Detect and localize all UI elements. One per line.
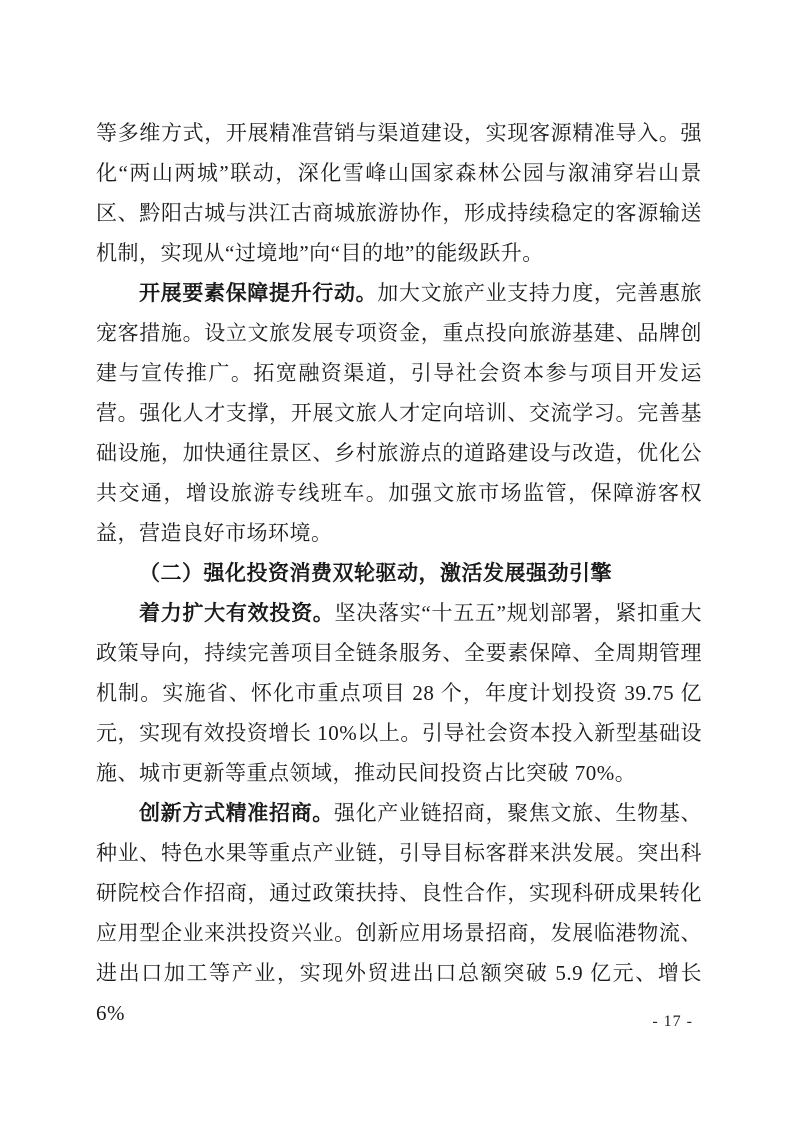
paragraph-text: 坚决落实“十五五”规划部署，紧扣重大政策导向，持续完善项目全链条服务、全要素保障、全周期管理机制。实施省、怀化市重点项目 28 个，年度计划投资 39.75 亿元，实现有效投资增长 10%以上。引导社会资本投入新型基础设施、城市更新等重点领域，推动民间投资占比突破 70%。 <box>96 601 703 785</box>
paragraph-text: 强化产业链招商，聚焦文旅、生物基、种业、特色水果等重点产业链，引导目标客群来洪发展。突出科研院校合作招商，通过政策扶持、良性合作，实现科研成果转化应用型企业来洪投资兴业。创新应用场景招商，发展临港物流、进出口加工等产业，实现外贸进出口总额突破 5.9 亿元、增长 6% <box>96 801 703 1025</box>
paragraph-text: 加大文旅产业支持力度，完善惠旅宠客措施。设立文旅发展专项资金，重点投向旅游基建、品牌创建与宣传推广。拓宽融资渠道，引导社会资本参与项目开发运营。强化人才支撑，开展文旅人才定向培训、交流学习。完善基础设施，加快通往景区、乡村旅游点的道路建设与改造，优化公共交通，增设旅游专线班车。加强文旅市场监管，保障游客权益，营造良好市场环境。 <box>96 281 703 545</box>
page-number: - 17 - <box>652 1013 693 1030</box>
document-body <box>96 113 702 1033</box>
paragraph-text: 等多维方式，开展精准营销与渠道建设，实现客源精准导入。强化“两山两城”联动，深化雪峰山国家森林公园与溆浦穿岩山景区、黔阳古城与洪江古商城旅游协作，形成持续稳定的客源输送机制，实现从“过境地”向“目的地”的能级跃升。 <box>96 121 702 265</box>
paragraph-effective-investment <box>96 593 702 793</box>
paragraph-continuation <box>96 113 702 273</box>
paragraph-factor-guarantee <box>96 273 702 553</box>
paragraph-investment-attraction <box>96 793 702 1033</box>
section-heading: （二）强化投资消费双轮驱动，激活发展强劲引擎 <box>139 561 612 585</box>
paragraph-lead: 开展要素保障提升行动。 <box>139 281 378 305</box>
paragraph-lead: 创新方式精准招商。 <box>139 801 334 825</box>
paragraph-lead: 着力扩大有效投资。 <box>139 601 335 625</box>
